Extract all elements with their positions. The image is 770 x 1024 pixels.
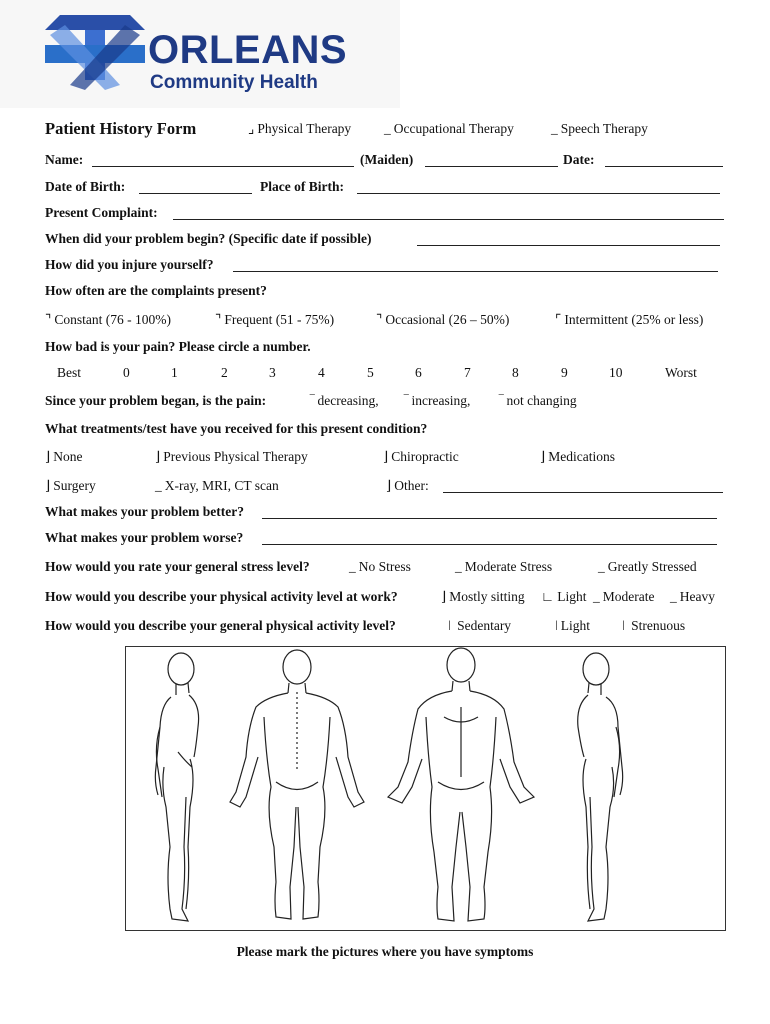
maiden-field[interactable] <box>425 166 558 167</box>
pain-scale-0[interactable]: 0 <box>123 365 130 380</box>
treatments-label: What treatments/test have you received for this present condition? <box>45 421 428 436</box>
logo-subtitle: Community Health <box>150 72 318 93</box>
pob-field[interactable] <box>357 193 720 194</box>
option-label: Moderate Stress <box>464 559 553 574</box>
pob-label: Place of Birth: <box>260 179 344 194</box>
option-occupational-therapy[interactable]: _ Occupational Therapy <box>384 121 514 136</box>
option-label: Other: <box>394 478 429 493</box>
pain-scale-4[interactable]: 4 <box>318 365 325 380</box>
option-intermittent[interactable]: ⌜ Intermittent (25% or less) <box>555 312 704 327</box>
option-label: Sedentary <box>457 618 512 633</box>
option-occasional[interactable]: ⌝ Occasional (26 – 50%) <box>376 312 510 327</box>
name-label: Name: <box>45 152 84 167</box>
injure-label: How did you injure yourself? <box>45 257 214 272</box>
option-strenuous[interactable]: ǀ Strenuous <box>622 618 686 633</box>
body-side-left-figure[interactable] <box>155 653 198 921</box>
option-label: Previous Physical Therapy <box>163 449 308 464</box>
option-not-changing[interactable]: ‾ not changing <box>499 393 577 408</box>
option-label: Heavy <box>679 589 715 604</box>
body-caption: Please mark the pictures where you have symptoms <box>236 944 534 959</box>
option-label: Physical Therapy <box>257 121 352 136</box>
option-decreasing[interactable]: ‾ decreasing, <box>310 393 379 408</box>
dob-field[interactable] <box>139 193 252 194</box>
pain-scale-3[interactable]: 3 <box>269 365 276 380</box>
option-chiropractic[interactable]: ⌋ Chiropractic <box>383 449 459 464</box>
body-diagram[interactable] <box>125 646 726 931</box>
option-moderate-work[interactable]: _ Moderate <box>593 589 655 604</box>
option-light-general[interactable]: ǀ Light <box>555 618 590 633</box>
pain-scale-6[interactable]: 6 <box>415 365 422 380</box>
logo-name: ORLEANS <box>148 28 348 72</box>
option-previous-pt[interactable]: ⌋ Previous Physical Therapy <box>155 449 308 464</box>
option-other[interactable]: ⌋ Other: <box>386 478 429 493</box>
logo-area <box>0 0 400 108</box>
injure-field[interactable] <box>233 271 718 272</box>
body-side-right-figure[interactable] <box>578 653 623 921</box>
option-label: Intermittent (25% or less) <box>564 312 704 327</box>
option-light-work[interactable]: ∟ Light <box>541 589 587 604</box>
worse-label: What makes your problem worse? <box>45 530 244 545</box>
option-label: None <box>53 449 83 464</box>
option-label: Occupational Therapy <box>393 121 514 136</box>
option-mostly-sitting[interactable]: ⌋ Mostly sitting <box>441 589 525 604</box>
option-label: Occasional (26 – 50%) <box>385 312 510 327</box>
option-sedentary[interactable]: ǀ Sedentary <box>448 618 512 633</box>
better-label: What makes your problem better? <box>45 504 244 519</box>
date-label: Date: <box>563 152 595 167</box>
option-label: Constant (76 - 100%) <box>54 312 171 327</box>
better-field[interactable] <box>262 518 717 519</box>
other-field[interactable] <box>443 492 723 493</box>
pain-scale-worst[interactable]: Worst <box>665 365 697 380</box>
option-speech-therapy[interactable]: _ Speech Therapy <box>551 121 648 136</box>
option-label: increasing, <box>411 393 471 408</box>
option-moderate-stress[interactable]: _ Moderate Stress <box>455 559 553 574</box>
option-label: X-ray, MRI, CT scan <box>164 478 279 493</box>
date-field[interactable] <box>605 166 723 167</box>
option-label: Surgery <box>53 478 96 493</box>
pain-scale-9[interactable]: 9 <box>561 365 568 380</box>
option-label: Medications <box>548 449 616 464</box>
option-xray[interactable]: _ X-ray, MRI, CT scan <box>155 478 279 493</box>
form-title: Patient History Form <box>45 119 197 138</box>
pain-scale-2[interactable]: 2 <box>221 365 228 380</box>
option-label: Chiropractic <box>391 449 459 464</box>
problem-begin-label: When did your problem begin? (Specific date if possible) <box>45 231 372 246</box>
option-label: Speech Therapy <box>560 121 648 136</box>
name-field[interactable] <box>92 166 354 167</box>
pain-scale-7[interactable]: 7 <box>464 365 471 380</box>
option-label: Light <box>560 618 590 633</box>
pain-scale-10[interactable]: 10 <box>609 365 623 380</box>
option-label: No Stress <box>358 559 411 574</box>
since-label: Since your problem began, is the pain: <box>45 393 267 408</box>
option-increasing[interactable]: ‾ increasing, <box>404 393 471 408</box>
option-medications[interactable]: ⌋ Medications <box>540 449 616 464</box>
pain-label: How bad is your pain? Please circle a number. <box>45 339 311 354</box>
general-activity-label: How would you describe your general physical activity level? <box>45 618 396 633</box>
option-label: decreasing, <box>317 393 379 408</box>
option-label: Mostly sitting <box>449 589 525 604</box>
option-surgery[interactable]: ⌋ Surgery <box>45 478 96 493</box>
option-heavy-work[interactable]: _ Heavy <box>670 589 715 604</box>
option-none[interactable]: ⌋ None <box>45 449 83 464</box>
option-label: Moderate <box>602 589 655 604</box>
worse-field[interactable] <box>262 544 717 545</box>
pain-scale-best[interactable]: Best <box>57 365 82 380</box>
present-complaint-label: Present Complaint: <box>45 205 158 220</box>
option-label: Light <box>557 589 587 604</box>
option-label: not changing <box>506 393 577 408</box>
option-constant[interactable]: ⌝ Constant (76 - 100%) <box>45 312 171 327</box>
problem-begin-field[interactable] <box>417 245 720 246</box>
option-label: Frequent (51 - 75%) <box>224 312 335 327</box>
pain-scale-5[interactable]: 5 <box>367 365 374 380</box>
option-greatly-stressed[interactable]: _ Greatly Stressed <box>598 559 697 574</box>
how-often-label: How often are the complaints present? <box>45 283 267 298</box>
option-physical-therapy[interactable]: ⌟ Physical Therapy <box>248 121 352 136</box>
pain-scale-1[interactable]: 1 <box>171 365 178 380</box>
pain-scale-8[interactable]: 8 <box>512 365 519 380</box>
body-back-figure[interactable] <box>230 650 364 919</box>
option-no-stress[interactable]: _ No Stress <box>349 559 411 574</box>
body-front-figure[interactable] <box>388 648 534 921</box>
option-frequent[interactable]: ⌝ Frequent (51 - 75%) <box>215 312 335 327</box>
maiden-label: (Maiden) <box>360 152 414 167</box>
logo-icon <box>45 15 145 95</box>
dob-label: Date of Birth: <box>45 179 126 194</box>
option-label: Strenuous <box>631 618 686 633</box>
stress-label: How would you rate your general stress level? <box>45 559 310 574</box>
work-activity-label: How would you describe your physical activity level at work? <box>45 589 398 604</box>
present-complaint-field[interactable] <box>173 219 724 220</box>
option-label: Greatly Stressed <box>607 559 697 574</box>
